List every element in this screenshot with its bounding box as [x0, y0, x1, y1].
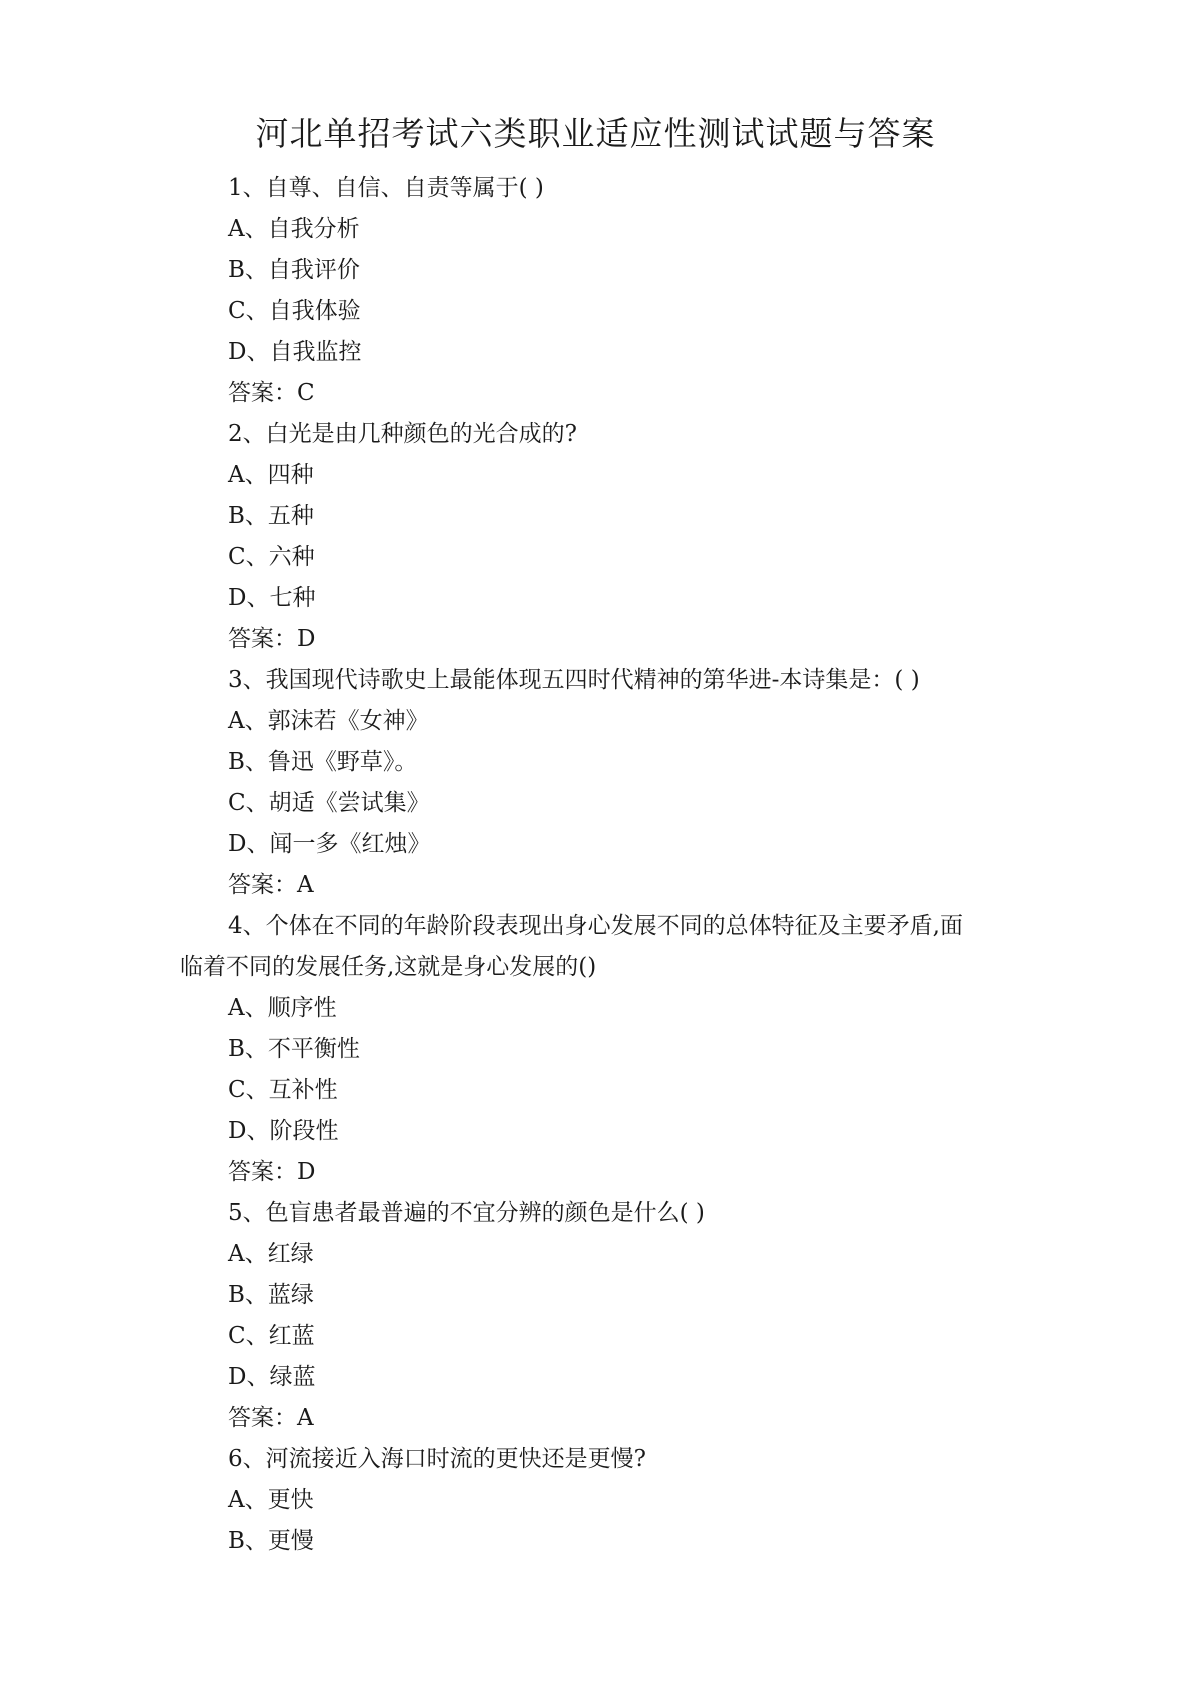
option-b: B、自我评价	[228, 257, 360, 283]
question-block-1	[180, 168, 1010, 414]
option-d: D、阶段性	[228, 1118, 339, 1144]
question-text: 2、白光是由几种颜色的光合成的?	[228, 421, 577, 447]
option-c: C、红蓝	[228, 1323, 315, 1349]
question-text: 5、色盲患者最普遍的不宜分辨的颜色是什么( )	[228, 1200, 705, 1226]
answer-text: 答案：D	[228, 626, 316, 652]
question-text-line-1: 4、个体在不同的年龄阶段表现出身心发展不同的总体特征及主要矛盾,面	[228, 913, 963, 939]
option-c: C、六种	[228, 544, 315, 570]
option-c: C、胡适《尝试集》	[228, 790, 430, 816]
option-d: D、自我监控	[228, 339, 362, 365]
option-a: A、自我分析	[228, 216, 360, 242]
option-a: A、顺序性	[228, 995, 337, 1021]
option-b: B、鲁迅《野草》。	[228, 749, 418, 775]
question-block-2	[180, 414, 1010, 660]
answer-text: 答案：C	[228, 380, 315, 406]
question-block-5	[180, 1193, 1010, 1439]
option-a: A、四种	[228, 462, 314, 488]
option-a: A、更快	[228, 1487, 314, 1513]
question-block-4	[180, 906, 1010, 1193]
option-b: B、不平衡性	[228, 1036, 360, 1062]
document-title: 河北单招考试六类职业适应性测试试题与答案	[255, 114, 936, 153]
option-d: D、闻一多《红烛》	[228, 831, 431, 857]
option-a: A、郭沫若《女神》	[228, 708, 429, 734]
answer-text: 答案：D	[228, 1159, 316, 1185]
question-text: 6、河流接近入海口时流的更快还是更慢?	[228, 1446, 646, 1472]
option-c: C、自我体验	[228, 298, 361, 324]
option-b: B、更慢	[228, 1528, 314, 1554]
answer-text: 答案：A	[228, 1405, 314, 1431]
question-text-line-2: 临着不同的发展任务,这就是身心发展的()	[180, 954, 597, 980]
question-text: 1、自尊、自信、自责等属于( )	[228, 175, 544, 201]
option-d: D、七种	[228, 585, 316, 611]
question-text: 3、我国现代诗歌史上最能体现五四时代精神的第华进-本诗集是：( )	[228, 667, 920, 693]
option-b: B、五种	[228, 503, 314, 529]
answer-text: 答案：A	[228, 872, 314, 898]
option-d: D、绿蓝	[228, 1364, 316, 1390]
option-b: B、蓝绿	[228, 1282, 314, 1308]
option-c: C、互补性	[228, 1077, 338, 1103]
question-list	[180, 168, 1010, 1562]
option-a: A、红绿	[228, 1241, 314, 1267]
question-block-6	[180, 1439, 1010, 1562]
question-block-3	[180, 660, 1010, 906]
